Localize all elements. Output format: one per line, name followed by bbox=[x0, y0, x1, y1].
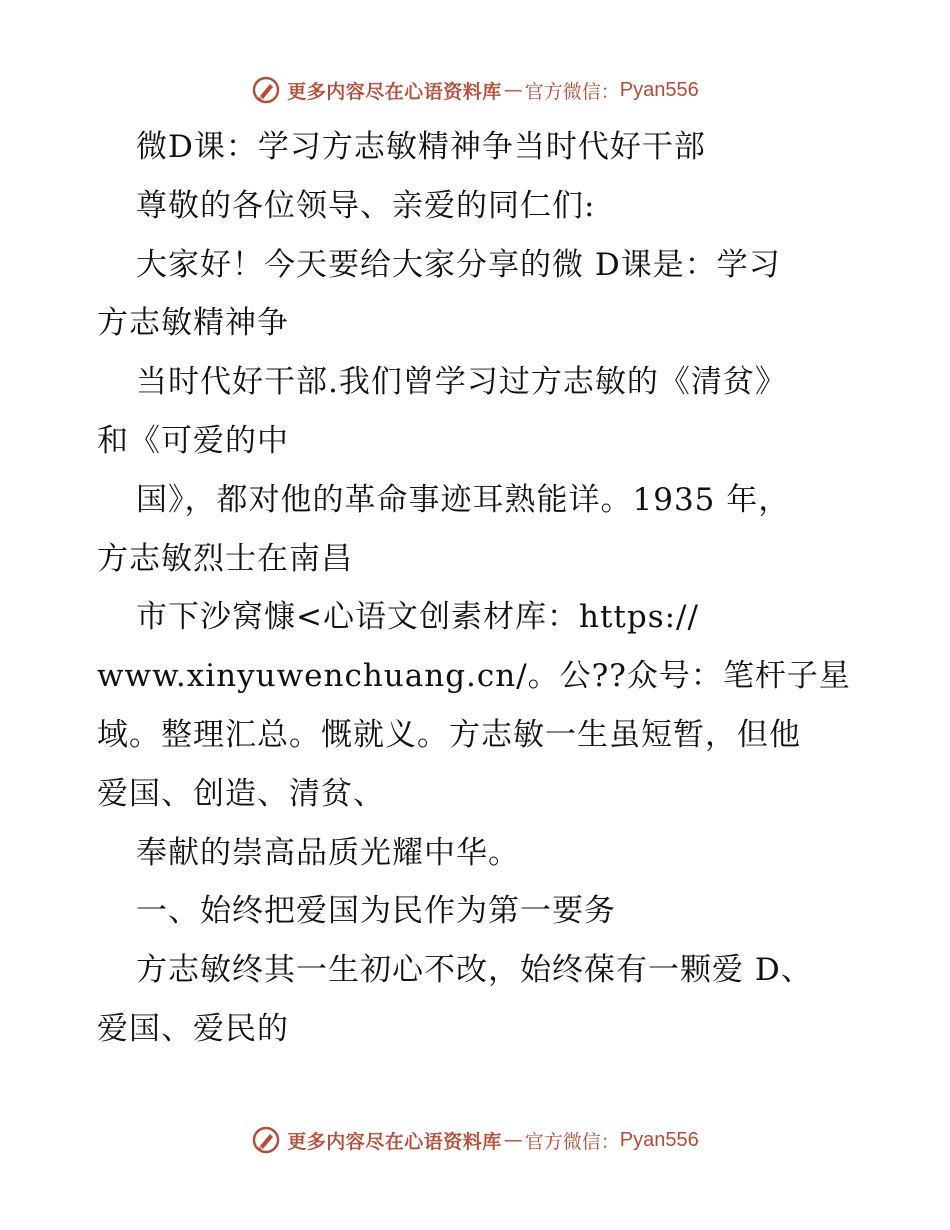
text-line: www.xinyuwenchuang.cn/。公??众号：笔杆子星 bbox=[97, 658, 851, 695]
footer-banner bbox=[0, 1120, 950, 1160]
text-line: 大家好！今天要给大家分享的微 D课是：学习 bbox=[136, 246, 781, 283]
banner-wechat-id: Pyan556 bbox=[619, 78, 699, 101]
text-line: 一、始终把爱国为民作为第一要务 bbox=[136, 893, 616, 930]
text-line: 域。整理汇总。慨就义。方志敏一生虽短暂，但他 bbox=[97, 716, 801, 753]
header-banner bbox=[0, 70, 950, 110]
document-body bbox=[97, 118, 857, 1059]
text-line: 爱国、爱民的 bbox=[97, 1010, 289, 1047]
text-line: 当时代好干部.我们曾学习过方志敏的《清贫》 bbox=[136, 364, 787, 401]
text-line: 市下沙窝慷<心语文创素材库：https:// bbox=[136, 599, 699, 636]
text-line: 微D课：学习方志敏精神争当时代好干部 bbox=[136, 129, 706, 165]
banner-dash: — bbox=[503, 79, 523, 101]
text-line: 尊敬的各位领导、亲爱的同仁们: bbox=[136, 187, 596, 224]
text-line: 爱国、创造、清贫、 bbox=[97, 775, 385, 812]
text-line: 奉献的崇高品质光耀中华。 bbox=[136, 834, 520, 871]
footer-banner-wechat-id: Pyan556 bbox=[619, 1128, 699, 1151]
pen-logo-icon bbox=[251, 75, 281, 105]
footer-banner-dash: — bbox=[503, 1129, 523, 1151]
banner-title: 更多内容尽在心语资料库 bbox=[287, 80, 502, 103]
footer-banner-wechat-label: 官方微信： bbox=[524, 1130, 620, 1153]
text-line: 和《可爱的中 bbox=[97, 422, 289, 459]
text-line: 方志敏精神争 bbox=[97, 305, 289, 342]
text-line: 方志敏终其一生初心不改，始终葆有一颗爱 D、 bbox=[136, 952, 813, 989]
text-line: 国》，都对他的革命事迹耳熟能详。1935 年， bbox=[136, 481, 791, 518]
footer-banner-title: 更多内容尽在心语资料库 bbox=[287, 1130, 502, 1153]
text-line: 方志敏烈士在南昌 bbox=[97, 540, 353, 577]
pen-logo-icon bbox=[251, 1125, 281, 1155]
banner-wechat-label: 官方微信： bbox=[524, 80, 620, 103]
